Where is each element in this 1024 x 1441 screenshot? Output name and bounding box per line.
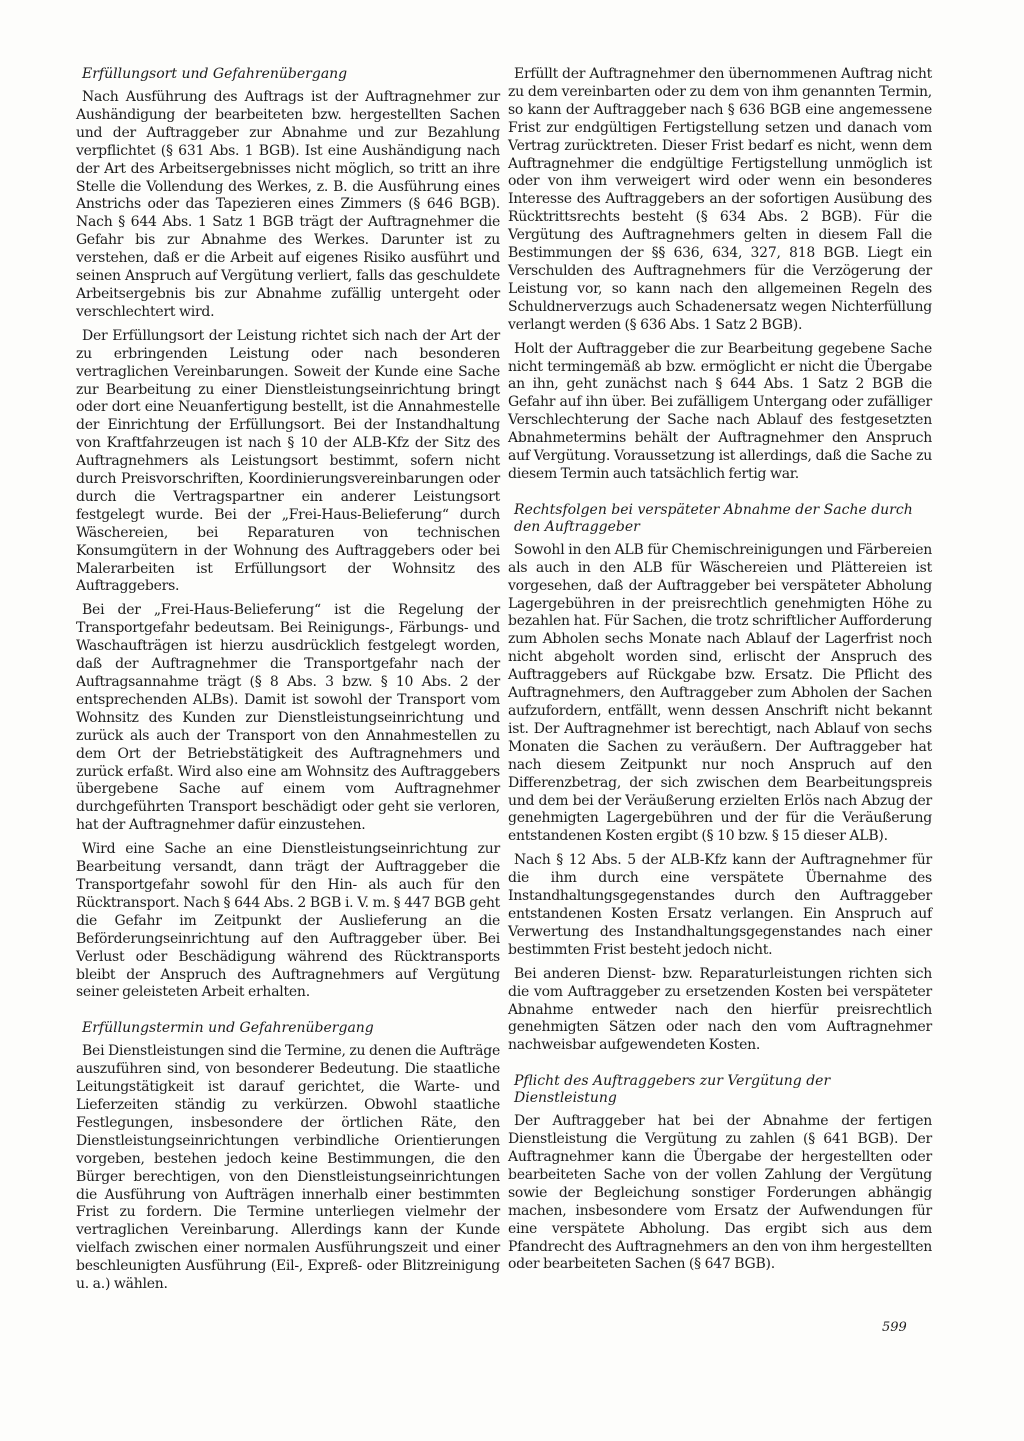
paragraph: Nach Ausführung des Auftrags ist der Auftragnehmer zur Aushändigung der bearbeiteten bzw. hergestellten Sachen und der Auftraggeber zur Abnahme und zur Bezahlung verpflichtet (§ 631 Abs. 1 BGB). Ist eine Aushändigung nach der Art des Arbeitsergebnisses nicht möglich, so tritt an ihre Stelle die Vollendung des Werkes, z. B. die Ausführung eines Anstrichs oder das Tapezieren eines Zimmers (§ 646 BGB). Nach § 644 Abs. 1 Satz 1 BGB trägt der Auftragnehmer die Gefahr bis zur Abnahme des Werkes. Darunter ist zu verstehen, daß er die Arbeit auf eigenes Risiko ausführt und seinen Anspruch auf Vergütung verliert, falls das geschuldete Arbeitsergebnis bis zur Abnahme zufällig untergeht oder verschlechtert wird. bbox=[76, 89, 500, 320]
paragraph: Der Auftraggeber hat bei der Abnahme der fertigen Dienstleistung die Vergütung zu zahlen (§ 641 BGB). Der Auftragnehmer kann die Übergabe der hergestellten oder bearbeiteten Sache von der vollen Zahlung der Vergütung sowie der Begleichung sonstiger Forderungen abhängig machen, insbesondere vom Ersatz der Aufwendungen für eine verspätete Abholung. Das ergibt sich aus dem Pfandrecht des Auftragnehmers an den von ihm hergestellten oder bearbeiteten Sachen (§ 647 BGB). bbox=[508, 1113, 932, 1273]
section-heading-erfuellungsort: Erfüllungsort und Gefahrenübergang bbox=[82, 66, 348, 82]
left-column bbox=[76, 66, 500, 1300]
paragraph: Sowohl in den ALB für Chemischreinigungen und Färbereien als auch in den ALB für Wäschereien und Plättereien ist vorgesehen, daß der Auftraggeber bei verspäteter Abholung Lagergebühren in der preisrechtlich genehmigten Höhe zu bezahlen hat. Für Sachen, die trotz schriftlicher Aufforderung zum Abholen sechs Monate nach Ablauf der Lagerfrist noch nicht abgeholt worden sind, erlischt der Anspruch des Auftraggebers auf Rückgabe bzw. Ersatz. Die Pflicht des Auftragnehmers, den Auftraggeber zum Abholen der Sachen aufzufordern, entfällt, wenn dessen Anschrift nicht bekannt ist. Der Auftragnehmer ist berechtigt, nach Ablauf von sechs Monaten die Sachen zu veräußern. Der Auftraggeber hat nach diesem Zeitpunkt nur noch Anspruch auf den Differenzbetrag, der sich zwischen dem Bearbeitungspreis und dem bei der Veräußerung erzielten Erlös nach Abzug der genehmigten Lagergebühren und der für die Veräußerung entstandenen Kosten ergibt (§ 10 bzw. § 15 dieser ALB). bbox=[508, 541, 932, 845]
section-heading-rechtsfolgen: Rechtsfolgen bei verspäteter Abnahme der Sache durch den Auftraggeber bbox=[514, 501, 913, 535]
paragraph: Bei der „Frei-Haus-Belieferung“ ist die Regelung der Transportgefahr bedeutsam. Bei Reinigungs-, Färbungs- und Waschaufträgen ist hierzu ausdrücklich festgelegt worden, daß der Auftragnehmer die Transportgefahr nach der Auftragsannahme trägt (§ 8 Abs. 3 bzw. § 10 Abs. 2 der entsprechenden ALBs). Damit ist sowohl der Transport vom Wohnsitz des Kunden zur Dienstleistungseinrichtung und zurück als auch der Transport von den Annahmestellen zu dem Ort der Betriebstätigkeit des Auftragnehmers und zurück erfaßt. Wird also eine am Wohnsitz des Auftraggebers übergebene Sache auf einem vom Auftragnehmer durchgeführten Transport beschädigt oder geht sie verloren, hat der Auftragnehmer dafür einzustehen. bbox=[76, 602, 500, 834]
paragraph: Der Erfüllungsort der Leistung richtet sich nach der Art der zu erbringenden Leistung oder nach besonderen vertraglichen Vereinbarungen. Soweit der Kunde eine Sache zur Bearbeitung zu einer Dienstleistungseinrichtung bringt oder dort eine Neuanfertigung bestellt, ist die Annahmestelle der Einrichtung der Erfüllungsort. Bei der Instandhaltung von Kraftfahrzeugen ist nach § 10 der ALB-Kfz der Sitz des Auftragnehmers als Leistungsort bestimmt, sofern nicht durch Preisvorschriften, Koordinierungsvereinbarungen oder durch die Vertragspartner ein anderer Leistungsort festgelegt wurde. Bei der „Frei-Haus-Belieferung“ durch Wäschereien, bei Reparaturen von technischen Konsumgütern in der Wohnung des Auftraggebers oder bei Malerarbeiten ist Erfüllungsort der Wohnsitz des Auftraggebers. bbox=[76, 327, 500, 595]
paragraph: Nach § 12 Abs. 5 der ALB-Kfz kann der Auftragnehmer für die ihm durch eine verspätete Übernahme des Instandhaltungsgegenstandes durch den Auftraggeber entstandenen Kosten Ersatz verlangen. Ein Anspruch auf Verwertung des Instandhaltungsgegenstandes nach einer bestimmten Frist besteht jedoch nicht. bbox=[508, 852, 932, 958]
paragraph: Erfüllt der Auftragnehmer den übernommenen Auftrag nicht zu dem vereinbarten oder zu dem von ihm genannten Termin, so kann der Auftraggeber nach § 636 BGB eine angemessene Frist zur endgültigen Fertigstellung setzen und danach vom Vertrag zurücktreten. Dieser Frist bedarf es nicht, wenn dem Auftragnehmer die endgültige Fertigstellung unmöglich ist oder von ihm verweigert wird oder wenn ein besonderes Interesse des Auftraggebers an der sofortigen Ausübung des Rücktrittsrechts besteht (§ 634 Abs. 2 BGB). Für die Vergütung des Auftragnehmers gelten in diesem Fall die Bestimmungen der §§ 636, 634, 327, 818 BGB. Liegt ein Verschulden des Auftragnehmers für die Verzögerung der Leistung vor, so kann nach den allgemeinen Regeln des Schuldnerverzugs auch Schadenersatz wegen Nichterfüllung verlangt werden (§ 636 Abs. 1 Satz 2 BGB). bbox=[508, 66, 932, 333]
right-column bbox=[508, 66, 932, 1280]
paragraph: Bei anderen Dienst- bzw. Reparaturleistungen richten sich die vom Auftraggeber zu ersetzenden Kosten bei verspäteter Abnahme entweder nach den hierfür preisrechtlich genehmigten Sätzen oder nach den vom Auftragnehmer nachweisbar aufgewendeten Kosten. bbox=[508, 965, 932, 1054]
section-heading-pflicht: Pflicht des Auftraggebers zur Vergütung der Dienstleistung bbox=[514, 1073, 831, 1107]
section-heading-erfuellungstermin: Erfüllungstermin und Gefahrenübergang bbox=[82, 1020, 374, 1037]
paragraph: Bei Dienstleistungen sind die Termine, zu denen die Aufträge auszuführen sind, von besonderer Bedeutung. Die staatliche Leitungstätigkeit ist darauf gerichtet, die Warte- und Lieferzeiten ständig zu verkürzen. Obwohl staatliche Festlegungen, insbesondere der örtlichen Räte, den Dienstleistungseinrichtungen verbindliche Orientierungen vorgeben, bestehen jedoch keine Bestimmungen, die den Bürger berechtigen, von den Dienstleistungseinrichtungen die Ausführung von Aufträgen innerhalb einer bestimmten Frist zu fordern. Die Termine unterliegen vielmehr der vertraglichen Vereinbarung. Allerdings kann der Kunde vielfach zwischen einer normalen Ausführungszeit und einer beschleunigten Ausführung (Eil-, Expreß- oder Blitzreinigung u. a.) wählen. bbox=[76, 1043, 500, 1293]
paragraph: Wird eine Sache an eine Dienstleistungseinrichtung zur Bearbeitung versandt, dann trägt der Auftraggeber die Transportgefahr sowohl für den Hin- als auch für den Rücktransport. Nach § 644 Abs. 2 BGB i. V. m. § 447 BGB geht die Gefahr im Zeitpunkt der Auslieferung an die Beförderungseinrichtung auf den Auftraggeber über. Bei Verlust oder Beschädigung während des Rücktransports bleibt der Anspruch des Auftragnehmers auf Vergütung seiner geleisteten Arbeit erhalten. bbox=[76, 841, 500, 1001]
page-number: 599 bbox=[882, 1320, 907, 1335]
paragraph: Holt der Auftraggeber die zur Bearbeitung gegebene Sache nicht termingemäß ab bzw. ermöglicht er nicht die Übergabe an ihn, geht zunächst nach § 644 Abs. 1 Satz 2 BGB die Gefahr auf ihn über. Bei zufälligem Untergang oder zufälliger Verschlechterung der Sache nach Ablauf des festgesetzten Abnahmetermins behält der Auftragnehmer den Anspruch auf Vergütung. Voraussetzung ist allerdings, daß die Sache zu diesem Termin auch tatsächlich fertig war. bbox=[508, 340, 932, 482]
